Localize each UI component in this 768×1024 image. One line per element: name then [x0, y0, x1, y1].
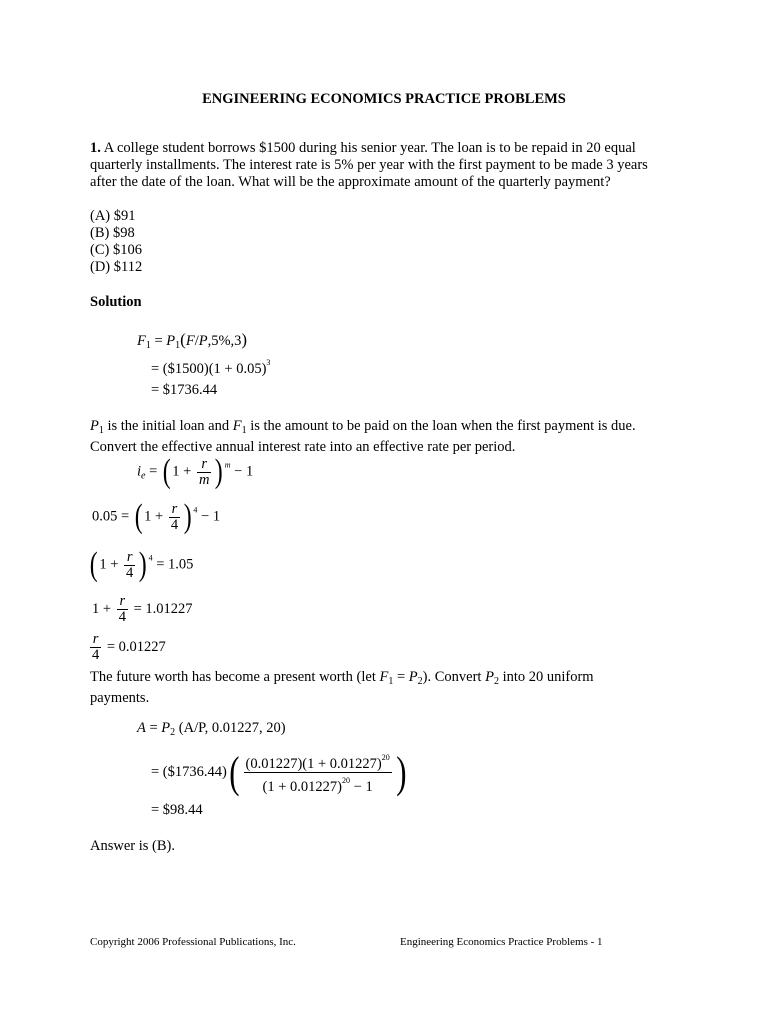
- equation-a-expand: = ($1736.44)( $\frac{(0.01227)(1 + 0.01227)^{20}}{(1 + 0.01227)^{20} - 1}$ ): [151, 747, 407, 797]
- equation-005: 0.05 = ( 1 + $\frac{r}{4}$ ) $^4$ − 1: [92, 498, 221, 535]
- problem-line-1: A college student borrows $1500 during his senior year. The loan is to be repaid in 20 equal: [103, 140, 636, 156]
- problem-line-2: quarterly installments. The interest rate is 5% per year with the first payment to be made 3 years: [90, 157, 648, 173]
- equation-101227: 1 + $\frac{r}{4}$ = 1.01227: [92, 593, 193, 625]
- solution-paragraph-2: The future worth has become a present worth (let $F_1 = P_2$). Convert $P_2$ into 20 uniform payments.: [90, 669, 594, 706]
- page-title: ENGINEERING ECONOMICS PRACTICE PROBLEMS: [202, 91, 566, 107]
- option-a: (A) $91: [90, 208, 136, 224]
- problem-number: 1.: [90, 140, 101, 156]
- option-d: (D) $112: [90, 259, 143, 275]
- footer-copyright: Copyright 2006 Professional Publications, Inc.: [90, 936, 296, 948]
- problem-text: [90, 140, 648, 191]
- equation-a: $A = P_2$ (A/P, 0.01227, 20): [137, 720, 286, 738]
- equation-r4: $\frac{r}{4}$ = 0.01227: [92, 631, 166, 663]
- equation-f1-result: = $1736.44: [151, 382, 218, 398]
- option-b: (B) $98: [90, 225, 135, 241]
- equation-105: ( 1 + $\frac{r}{4}$ ) $^4$ = 1.05: [89, 546, 194, 583]
- answer-options: [90, 208, 142, 276]
- option-c: (C) $106: [90, 242, 142, 258]
- equation-ie: $i_e$ = ( 1 + $\frac{r}{m}$ ) $^m$ − 1: [137, 453, 254, 490]
- equation-f1-expand: = ($1500)(1 + 0.05)$^3$: [151, 358, 271, 377]
- solution-heading: Solution: [90, 294, 142, 310]
- footer-page-label: Engineering Economics Practice Problems - 1: [400, 936, 603, 948]
- solution-paragraph-1: $P_1$ is the initial loan and $F_1$ is the amount to be paid on the loan when the first payment is due. Convert the effective annual interest rate into an effective rate per period.: [90, 418, 636, 455]
- equation-f1: $F_1 = P_1(F/P,5\%,3)$: [137, 330, 248, 351]
- answer-line: Answer is (B).: [90, 838, 175, 854]
- equation-a-result: = $98.44: [151, 802, 203, 818]
- problem-line-3: after the date of the loan. What will be the approximate amount of the quarterly payment?: [90, 174, 611, 190]
